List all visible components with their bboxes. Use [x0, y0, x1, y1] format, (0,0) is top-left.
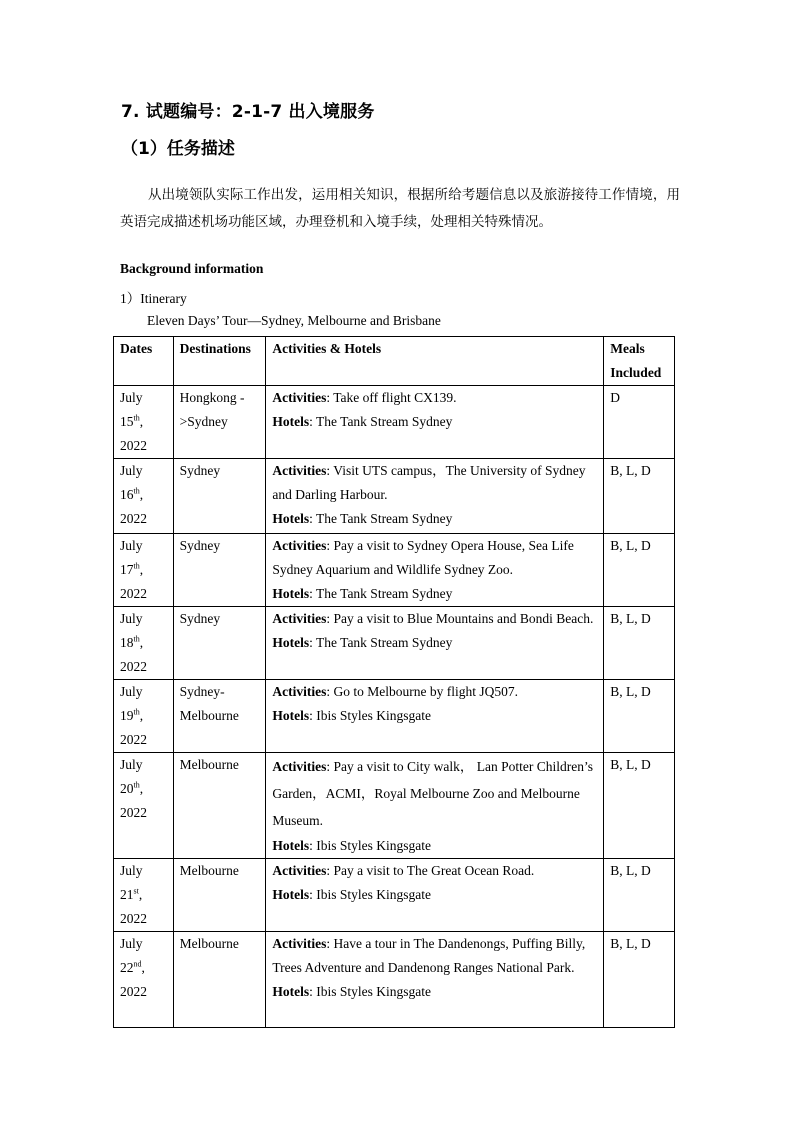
- activity-text: Take off flight CX139.: [333, 390, 457, 405]
- table-row: [114, 607, 675, 680]
- meals-cell: B, L, D: [604, 607, 675, 680]
- activity-separator: :: [326, 538, 334, 553]
- activities-cell: [266, 680, 604, 753]
- meals-cell: B, L, D: [604, 534, 675, 607]
- date-suffix: th: [133, 707, 140, 717]
- activity-separator: :: [326, 684, 334, 699]
- date-cell: [114, 680, 174, 753]
- tour-title: Eleven Days’ Tour—Sydney, Melbourne and Brisbane: [147, 313, 441, 328]
- activity-line: [272, 534, 597, 582]
- hotel-separator: :: [309, 635, 317, 650]
- hotel-text: Ibis Styles Kingsgate: [316, 838, 432, 853]
- hotel-separator: :: [309, 708, 317, 723]
- hotels-label: Hotels: [272, 511, 310, 526]
- date-cell: [114, 534, 174, 607]
- date-cell: [114, 859, 174, 932]
- meals-cell: B, L, D: [604, 859, 675, 932]
- destination-cell: Sydney: [173, 534, 266, 607]
- hotel-separator: :: [309, 414, 317, 429]
- date-cell: [114, 386, 174, 459]
- activities-cell: [266, 607, 604, 680]
- activity-text: Pay a visit to City walk， Lan Potter Children’s Garden，ACMI，Royal Melbourne Zoo and Melbourne Museum.: [272, 759, 593, 828]
- activities-label: Activities: [272, 463, 327, 478]
- date-cell: [114, 932, 174, 1028]
- hotel-text: The Tank Stream Sydney: [316, 586, 453, 601]
- date-suffix: th: [133, 780, 140, 790]
- date-year: , 2022: [120, 708, 147, 747]
- date-cell: [114, 753, 174, 859]
- date-suffix: nd: [133, 959, 142, 969]
- date-year: , 2022: [120, 635, 147, 674]
- meals-cell: B, L, D: [604, 680, 675, 753]
- activities-cell: [266, 534, 604, 607]
- activity-separator: :: [326, 936, 334, 951]
- table-row: [114, 534, 675, 607]
- hotel-separator: :: [309, 984, 317, 999]
- meals-cell: B, L, D: [604, 932, 675, 1028]
- activity-line: [272, 680, 597, 704]
- hotel-separator: :: [309, 586, 317, 601]
- activities-label: Activities: [272, 390, 327, 405]
- date-suffix: th: [133, 413, 140, 423]
- hotel-line: [272, 410, 597, 434]
- destination-cell: Sydney- Melbourne: [173, 680, 266, 753]
- hotels-label: Hotels: [272, 838, 310, 853]
- date-year: , 2022: [120, 887, 147, 926]
- meals-cell: B, L, D: [604, 459, 675, 534]
- itinerary-table: [113, 336, 675, 1028]
- activity-line: [272, 607, 597, 631]
- destination-cell: Melbourne: [173, 932, 266, 1028]
- date-suffix: st: [133, 886, 139, 896]
- date-suffix: th: [133, 634, 140, 644]
- activities-label: Activities: [272, 936, 327, 951]
- meals-cell: B, L, D: [604, 753, 675, 859]
- task-description: 从出境领队实际工作出发，运用相关知识，根据所给考题信息以及旅游接待工作情境，用英语完成描述机场功能区域，办理登机和入境手续，处理相关特殊情况。: [120, 187, 680, 230]
- activities-label: Activities: [272, 538, 327, 553]
- activities-cell: [266, 386, 604, 459]
- date-month-day: July 20: [120, 757, 143, 796]
- activity-text: Pay a visit to The Great Ocean Road.: [333, 863, 535, 878]
- activity-line: [272, 859, 597, 883]
- activity-separator: :: [326, 863, 334, 878]
- hotel-line: [272, 582, 597, 606]
- date-year: , 2022: [120, 414, 147, 453]
- activities-label: Activities: [272, 611, 327, 626]
- activity-separator: :: [326, 390, 334, 405]
- destination-cell: Sydney: [173, 607, 266, 680]
- activities-cell: [266, 459, 604, 534]
- hotel-text: Ibis Styles Kingsgate: [316, 984, 432, 999]
- hotel-separator: :: [309, 511, 317, 526]
- activity-line: [272, 459, 597, 507]
- date-month-day: July 21: [120, 863, 143, 902]
- hotel-text: The Tank Stream Sydney: [316, 511, 453, 526]
- activity-line: [272, 753, 597, 834]
- hotel-line: [272, 704, 597, 728]
- hotels-label: Hotels: [272, 586, 310, 601]
- hotel-line: [272, 507, 597, 531]
- table-row: [114, 680, 675, 753]
- date-month-day: July 17: [120, 538, 143, 577]
- hotel-line: [272, 980, 597, 1004]
- header-destinations: Destinations: [173, 337, 266, 386]
- table-row: [114, 459, 675, 534]
- activities-cell: [266, 932, 604, 1028]
- destination-cell: Sydney: [173, 459, 266, 534]
- activity-separator: :: [326, 759, 334, 774]
- hotels-label: Hotels: [272, 984, 310, 999]
- date-year: , 2022: [120, 781, 147, 820]
- header-meals: Meals Included: [604, 337, 675, 386]
- date-month-day: July 16: [120, 463, 143, 502]
- background-label: Background information: [120, 261, 264, 276]
- date-cell: [114, 459, 174, 534]
- hotel-line: [272, 631, 597, 655]
- activity-text: Have a tour in The Dandenongs, Puffing Billy, Trees Adventure and Dandenong Ranges National Park.: [272, 936, 586, 975]
- hotels-label: Hotels: [272, 635, 310, 650]
- hotel-line: [272, 883, 597, 907]
- table-row: [114, 859, 675, 932]
- hotel-line: [272, 834, 597, 858]
- activities-label: Activities: [272, 863, 327, 878]
- hotels-label: Hotels: [272, 414, 310, 429]
- activities-cell: [266, 859, 604, 932]
- meals-cell: D: [604, 386, 675, 459]
- hotels-label: Hotels: [272, 708, 310, 723]
- activity-separator: :: [326, 463, 334, 478]
- activity-text: Pay a visit to Blue Mountains and Bondi Beach.: [333, 611, 594, 626]
- hotel-text: Ibis Styles Kingsgate: [316, 887, 432, 902]
- destination-cell: Hongkong ->Sydney: [173, 386, 266, 459]
- hotel-separator: :: [309, 887, 317, 902]
- destination-cell: Melbourne: [173, 753, 266, 859]
- section-title: 7. 试题编号：2-1-7 出入境服务: [121, 102, 375, 122]
- date-month-day: July 22: [120, 936, 143, 975]
- header-activities: Activities & Hotels: [266, 337, 604, 386]
- date-month-day: July 19: [120, 684, 143, 723]
- activity-separator: :: [326, 611, 334, 626]
- table-row: [114, 386, 675, 459]
- activities-cell: [266, 753, 604, 859]
- header-dates: Dates: [114, 337, 174, 386]
- date-cell: [114, 607, 174, 680]
- date-year: , 2022: [120, 960, 147, 999]
- date-year: , 2022: [120, 562, 147, 601]
- activity-text: Go to Melbourne by flight JQ507.: [333, 684, 518, 699]
- itinerary-label: 1）Itinerary: [120, 291, 187, 306]
- hotel-text: Ibis Styles Kingsgate: [316, 708, 432, 723]
- hotels-label: Hotels: [272, 887, 310, 902]
- activities-label: Activities: [272, 759, 327, 774]
- section-subtitle: （1）任务描述: [121, 139, 235, 159]
- table-row: [114, 932, 675, 1028]
- hotel-text: The Tank Stream Sydney: [316, 414, 453, 429]
- activity-text: Pay a visit to Sydney Opera House, Sea Life Sydney Aquarium and Wildlife Sydney Zoo.: [272, 538, 574, 577]
- date-month-day: July 15: [120, 390, 143, 429]
- date-month-day: July 18: [120, 611, 143, 650]
- activity-text: Visit UTS campus，The University of Sydney and Darling Harbour.: [272, 463, 586, 502]
- activity-line: [272, 932, 597, 980]
- hotel-text: The Tank Stream Sydney: [316, 635, 453, 650]
- destination-cell: Melbourne: [173, 859, 266, 932]
- table-header-row: [114, 337, 675, 386]
- activities-label: Activities: [272, 684, 327, 699]
- date-suffix: th: [133, 486, 140, 496]
- hotel-separator: :: [309, 838, 317, 853]
- activity-line: [272, 386, 597, 410]
- table-row: [114, 753, 675, 859]
- date-suffix: th: [133, 561, 140, 571]
- date-year: , 2022: [120, 487, 147, 526]
